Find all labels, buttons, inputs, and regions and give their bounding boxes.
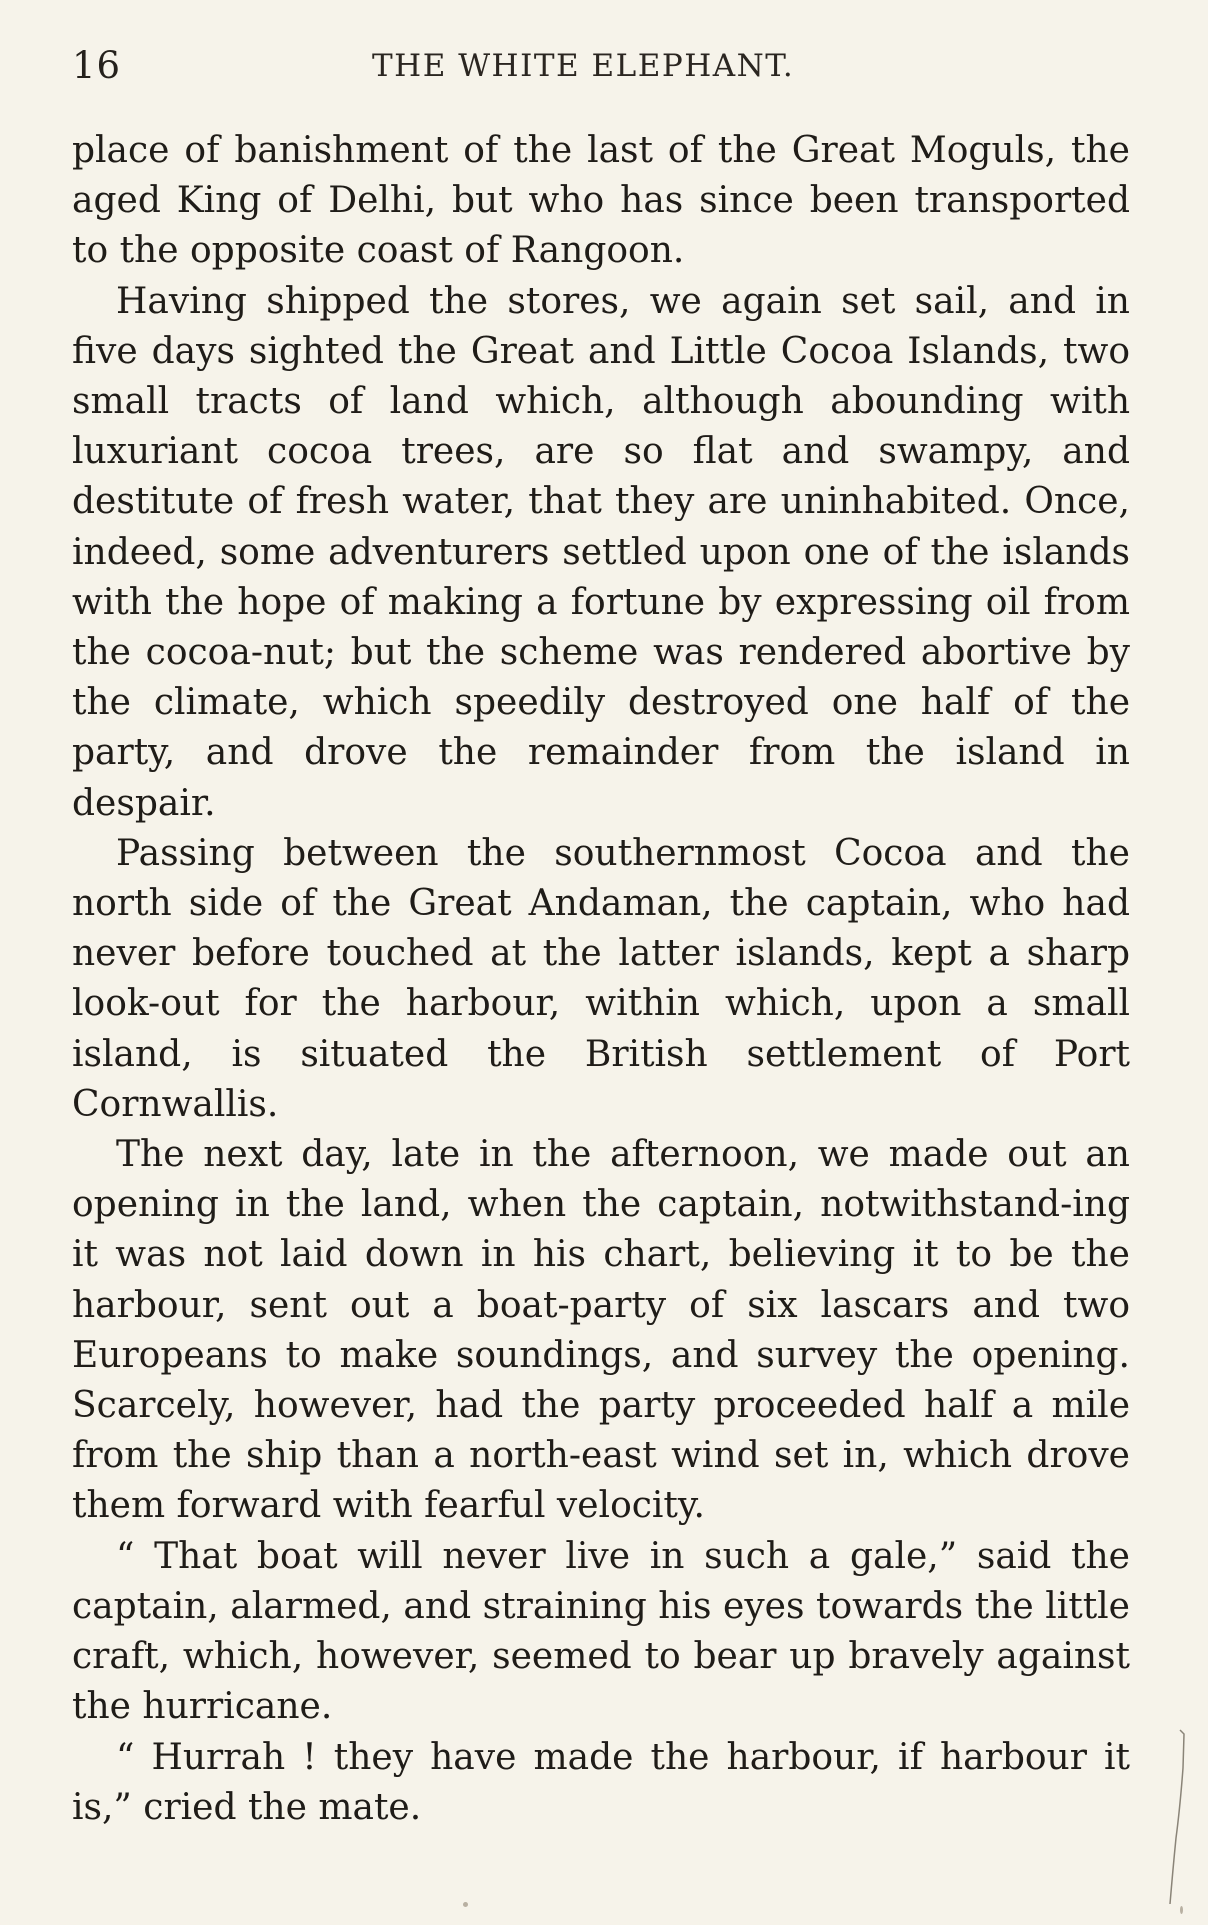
page-edge-mark	[1168, 1728, 1190, 1908]
paragraph: Having shipped the stores, we again set sail, and in five days sighted the Great and Little Cocoa Islands, two small tracts of land which, although abounding with luxuriant cocoa trees, are so flat and swampy, and destitute of fresh water, that they are uninhabited. Once, indeed, some adventurers settled upon one of the islands with the hope of making a fortune by expressing oil from the cocoa-nut; but the scheme was rendered abortive by the climate, which speedily destroyed one half of the party, and drove the remainder from the island in despair.	[72, 280, 1130, 824]
paragraph: The next day, late in the afternoon, we made out an opening in the land, when the captain, notwithstand-ing it was not laid down in his chart, believing it to be the harbour, sent out a boat-party of six lascars and two Europeans to make soundings, and survey the opening. Scarcely, however, had the party proceeded half a mile from the ship than a north-east wind set in, which drove them forward with fearful velocity.	[72, 1134, 1130, 1527]
paper-speck	[1180, 1906, 1183, 1914]
paragraph: Passing between the southernmost Cocoa and the north side of the Great Andaman, the captain, who had never before touched at the latter islands, kept a sharp look-out for the harbour, within which, upon a small island, is situated the British settlement of Port Cornwallis.	[72, 832, 1130, 1125]
running-title: THE WHITE ELEPHANT.	[372, 48, 795, 84]
paragraph: “ That boat will never live in such a gale,” said the captain, alarmed, and straining his eyes towards the little craft, which, however, seemed to bear up bravely against the hurricane.	[72, 1535, 1130, 1728]
paper-speck	[463, 1902, 468, 1907]
page-header	[72, 44, 1132, 94]
body-text	[72, 126, 1130, 1833]
paragraph-continued: place of banishment of the last of the Great Moguls, the aged King of Delhi, but who has since been transported to the opposite coast of Rangoon.	[72, 130, 1130, 272]
page-number: 16	[72, 44, 122, 87]
paragraph: “ Hurrah ! they have made the harbour, if harbour it is,” cried the mate.	[72, 1736, 1130, 1828]
